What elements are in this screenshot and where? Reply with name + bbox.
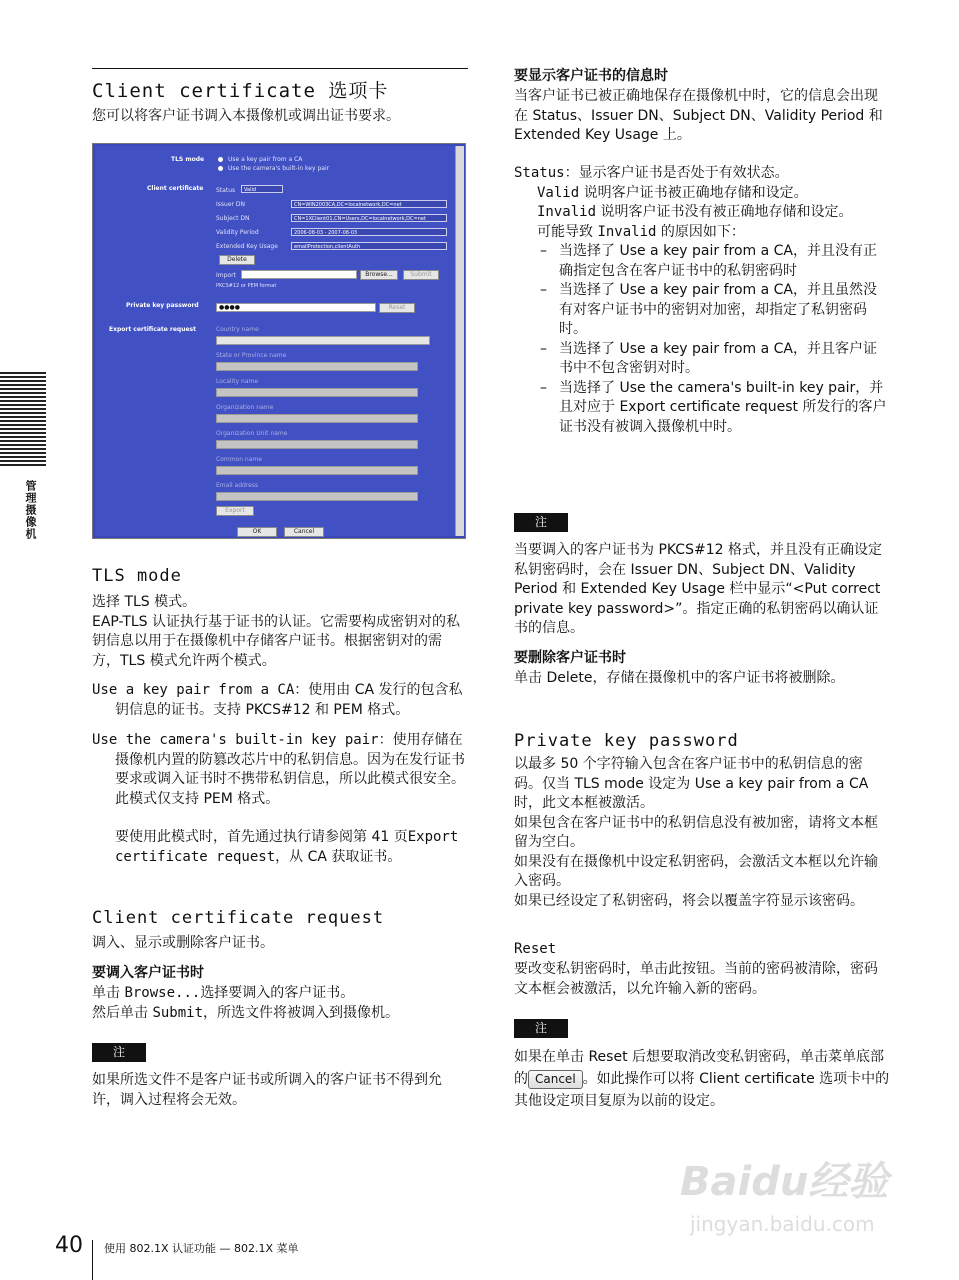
- import-label: Import: [216, 272, 236, 279]
- export-label: Export certificate request: [109, 326, 196, 333]
- use-builtin-p2: [115, 828, 468, 867]
- delete-heading: 要删除客户证书时: [514, 650, 626, 666]
- footer-text: 使用 802.1X 认证功能 — 802.1X 菜单: [104, 1242, 299, 1255]
- delete-button[interactable]: Delete: [219, 255, 255, 265]
- display-heading: 要显示客户证书的信息时: [514, 68, 668, 84]
- reason-item-2: – 当选择了 Use a key pair from a CA，并且虽然没有对客户证书中的密钥对加密，却指定了私钥密码时。: [514, 281, 890, 340]
- eku-label: Extended Key Usage: [216, 243, 278, 250]
- side-tab-label: 管理摄像机: [24, 480, 37, 540]
- note-tag-3: 注: [514, 1019, 568, 1038]
- state-label: State or Province name: [216, 352, 287, 359]
- import-p1b: Browse...: [124, 985, 201, 1001]
- settings-screenshot: [92, 143, 466, 539]
- side-tab-stripes: [0, 372, 46, 468]
- browse-button[interactable]: Browse...: [360, 270, 398, 280]
- note3-text: [514, 1046, 890, 1112]
- status-desc: [514, 164, 890, 437]
- tls-mode-label: TLS mode: [171, 156, 205, 163]
- status-label: Status: [216, 187, 236, 194]
- common-input[interactable]: [216, 466, 418, 475]
- locality-input[interactable]: [216, 388, 418, 397]
- ccr-text: 调入、显示或删除客户证书。: [92, 935, 274, 951]
- note2-text: 当要调入的客户证书为 PKCS#12 格式，并且没有正确设定私钥密码时，会在 Issuer DN、Subject DN、Validity Period 和 Extended Key Usage 栏中显示“<Put correct private key password>”。指定正确的私钥密码以确认证书的信息。: [514, 542, 882, 636]
- reason-b: Invalid: [597, 223, 657, 240]
- org-input[interactable]: [216, 414, 418, 423]
- valid-text: 说明客户证书被正确地存储和设定。: [579, 184, 808, 201]
- pkp-title: Private key password: [514, 731, 739, 751]
- org-label: Organization name: [216, 404, 274, 411]
- country-select[interactable]: [216, 336, 430, 345]
- export-button[interactable]: Export: [216, 506, 254, 516]
- pkp-p2: 如果包含在客户证书中的私钥信息没有被加密，请将文本框留为空白。: [514, 814, 878, 850]
- reason-item-4: – 当选择了 Use the camera's built-in key pair，并且对应于 Export certificate request 所发行的客户证书没有被调入摄像机中时。: [514, 379, 890, 438]
- pkp-p1: 以最多 50 个字符输入包含在客户证书中的私钥信息的密码。仅当 TLS mode 设定为 Use a key pair from a CA 时，此文本框被激活。: [514, 756, 869, 811]
- import-hint: PKCS#12 or PEM format: [216, 283, 277, 289]
- note3-a: 如果在单击 Reset 后想要取消改变私钥密码，单击菜单底部的: [514, 1049, 885, 1087]
- scrollbar[interactable]: [455, 146, 464, 536]
- note-tag-2: 注: [514, 513, 568, 532]
- import-text: [92, 984, 468, 1023]
- orgunit-input[interactable]: [216, 440, 418, 449]
- import-p1a: 单击: [92, 985, 125, 1001]
- tls-p2: EAP-TLS 认证执行基于证书的认证。它需要构成密钥对的私钥信息以用于在摄像机中存储客户证书。根据密钥对的需方，TLS 模式允许两个模式。: [92, 613, 461, 669]
- issuer-field: CN=WIN2003CA,DC=localnetwork,DC=net: [291, 200, 447, 208]
- reason-c: 的原因如下：: [656, 223, 745, 240]
- tls-text: [92, 593, 468, 671]
- footer-divider: [92, 1240, 93, 1280]
- builtin-p2a: 要使用此模式时，首先通过执行请参阅第 41 页: [115, 829, 408, 845]
- submit-button[interactable]: Submit: [403, 270, 439, 280]
- validity-field: 2006-08-03 - 2007-08-03: [291, 228, 447, 236]
- tls-opt1-label: Use a key pair from a CA: [228, 156, 303, 163]
- invalid-text: 说明客户证书没有被正确地存储和设定。: [596, 204, 853, 220]
- import-heading: 要调入客户证书时: [92, 965, 204, 981]
- pkp-input[interactable]: ●●●●: [216, 303, 376, 312]
- import-file-input[interactable]: [241, 270, 357, 279]
- cancel-button-inline: Cancel: [528, 1070, 583, 1089]
- use-ca-item: [92, 681, 468, 720]
- client-cert-label: Client certificate: [147, 185, 204, 192]
- orgunit-label: Organization Unit name: [216, 430, 288, 437]
- ok-button[interactable]: OK: [237, 527, 277, 537]
- pkp-label: Private key password: [126, 302, 199, 309]
- status-term: Status: [514, 165, 565, 181]
- cancel-button-shot[interactable]: Cancel: [284, 527, 324, 537]
- locality-label: Locality name: [216, 378, 259, 385]
- note3-b: 。如此操作可以将 Client certificate 选项卡中的其他设定项目复原为以前的设定。: [514, 1071, 890, 1109]
- ccr-title: Client certificate request: [92, 908, 385, 928]
- reset-heading: Reset: [514, 941, 557, 957]
- reason-item-1: – 当选择了 Use a key pair from a CA，并且没有正确指定包含在客户证书中的私钥密码时: [514, 242, 890, 281]
- subject-field: CN=1XClient01,CN=Users,DC=localnetwork,DC=net: [291, 214, 447, 222]
- use-ca-text: ：使用由 CA 发行的包含私钥信息的证书。支持 PKCS#12 和 PEM 格式。: [115, 682, 463, 718]
- state-input[interactable]: [216, 362, 418, 371]
- country-label: Country name: [216, 326, 259, 333]
- reset-button[interactable]: Reset: [379, 303, 415, 313]
- tls-title: TLS mode: [92, 566, 182, 586]
- common-label: Common name: [216, 456, 262, 463]
- issuer-label: Issuer DN: [216, 201, 245, 208]
- pkp-p4: 如果已经设定了私钥密码，将会以覆盖字符显示该密码。: [514, 892, 864, 909]
- subject-label: Subject DN: [216, 215, 250, 222]
- note1-text: 如果所选文件不是客户证书或所调入的客户证书不得到允许，调入过程将会无效。: [92, 1072, 442, 1108]
- tls-p1: 选择 TLS 模式。: [92, 594, 197, 610]
- title-rule: [92, 68, 468, 69]
- status-text: ：显示客户证书是否处于有效状态。: [564, 165, 789, 181]
- watermark-url: jingyan.baidu.com: [690, 1212, 875, 1236]
- page-number: 40: [55, 1233, 83, 1258]
- pkp-p3: 如果没有在摄像机中设定私钥密码，会激活文本框以允许输入密码。: [514, 853, 878, 889]
- builtin-p2c: ，从 CA 获取证书。: [275, 848, 402, 865]
- invalid-term: Invalid: [537, 204, 597, 220]
- import-p2a: 然后单击: [92, 1004, 153, 1021]
- use-ca-term: Use a key pair from a CA: [92, 682, 295, 698]
- pkp-text: [514, 755, 890, 911]
- status-field: Valid: [241, 185, 283, 193]
- tls-radio-1[interactable]: [218, 157, 223, 162]
- use-builtin-item: [92, 731, 468, 809]
- import-p2b: Submit: [152, 1004, 204, 1021]
- watermark-brand: Baidu经验: [680, 1159, 889, 1205]
- eku-field: emailProtection,clientAuth: [291, 242, 447, 250]
- section-title: Client certificate 选项卡: [92, 80, 389, 102]
- note-tag-1: 注: [92, 1043, 146, 1062]
- use-builtin-text: ：使用存储在摄像机内置的防篡改芯片中的私钥信息。因为在发行证书要求或调入证书时不携带私钥信息，所以此模式很安全。此模式仅支持 PEM 格式。: [115, 732, 465, 807]
- email-input[interactable]: [216, 492, 418, 501]
- delete-text: 单击 Delete，存储在摄像机中的客户证书将被删除。: [514, 670, 845, 686]
- tls-opt2-label: Use the camera's built-in key pair: [228, 165, 330, 172]
- builtin-p2b: Export certificate request: [115, 829, 459, 865]
- import-p2c: ，所选文件将被调入到摄像机。: [203, 1004, 400, 1021]
- valid-term: Valid: [537, 184, 580, 201]
- intro-text: 您可以将客户证书调入本摄像机或调出证书要求。: [92, 108, 400, 124]
- import-p1c: 选择要调入的客户证书。: [200, 985, 355, 1001]
- use-builtin-term: Use the camera's built-in key pair: [92, 732, 379, 748]
- reason-a: 可能导致: [537, 223, 598, 240]
- reset-text: 要改变私钥密码时，单击此按钮。当前的密码被清除，密码文本框会被激活，以允许输入新的密码。: [514, 961, 878, 997]
- reason-item-3: – 当选择了 Use a key pair from a CA，并且客户证书中不包含密钥对时。: [514, 340, 890, 379]
- validity-label: Validity Period: [216, 229, 259, 236]
- tls-radio-2[interactable]: [218, 166, 223, 171]
- display-text: 当客户证书已被正确地保存在摄像机中时，它的信息会出现在 Status、Issuer DN、Subject DN、Validity Period 和 Extended Key Usage 上。: [514, 88, 883, 143]
- email-label: Email address: [216, 482, 259, 489]
